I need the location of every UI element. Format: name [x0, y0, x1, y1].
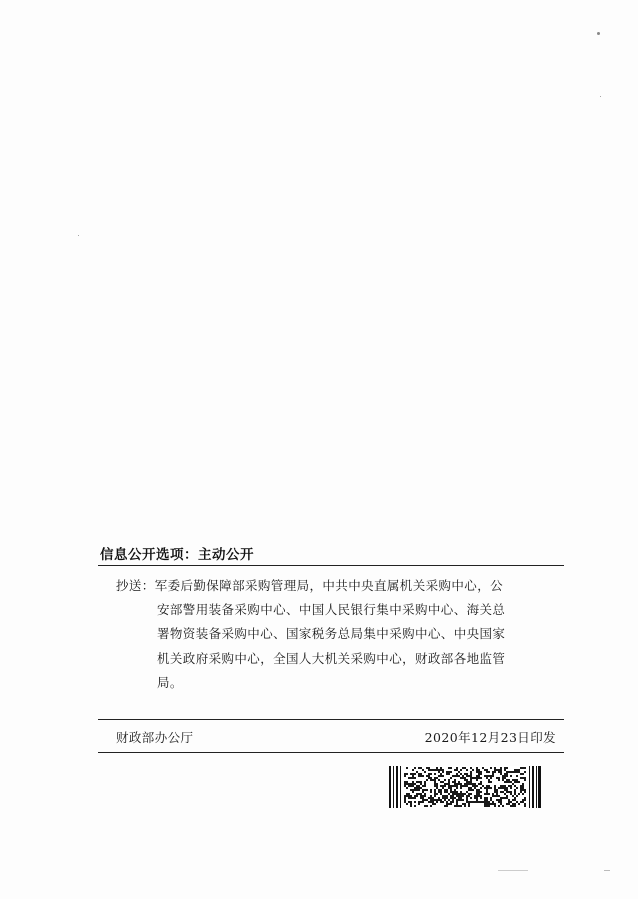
- issue-date: 2020年12月23日印发: [424, 730, 556, 745]
- scan-speck: [600, 96, 601, 97]
- scan-speck: [597, 32, 600, 35]
- issue-footer: [116, 728, 556, 746]
- divider-middle: [98, 719, 564, 720]
- cc-recipients: [116, 574, 560, 695]
- scan-speck: [498, 870, 528, 871]
- cc-line: 局。: [157, 674, 183, 690]
- cc-line: 机关政府采购中心，全国人大机关采购中心，财政部各地监管: [157, 650, 506, 666]
- cc-line: 安部警用装备采购中心、中国人民银行集中采购中心、海关总: [157, 602, 506, 618]
- scan-speck: [604, 870, 610, 871]
- cc-line: 抄送：军委后勤保障部采购管理局，中共中央直属机关采购中心，公: [116, 578, 504, 593]
- cc-line: 署物资装备采购中心、国家税务总局集中采购中心、中央国家: [157, 626, 506, 642]
- barcode-icon: [389, 766, 541, 808]
- scan-speck: [78, 235, 79, 236]
- issuer: 财政部办公厅: [116, 730, 194, 745]
- divider-bottom: [98, 752, 564, 753]
- divider-top: [98, 565, 564, 566]
- disclosure-option: 信息公开选项：主动公开: [100, 547, 254, 563]
